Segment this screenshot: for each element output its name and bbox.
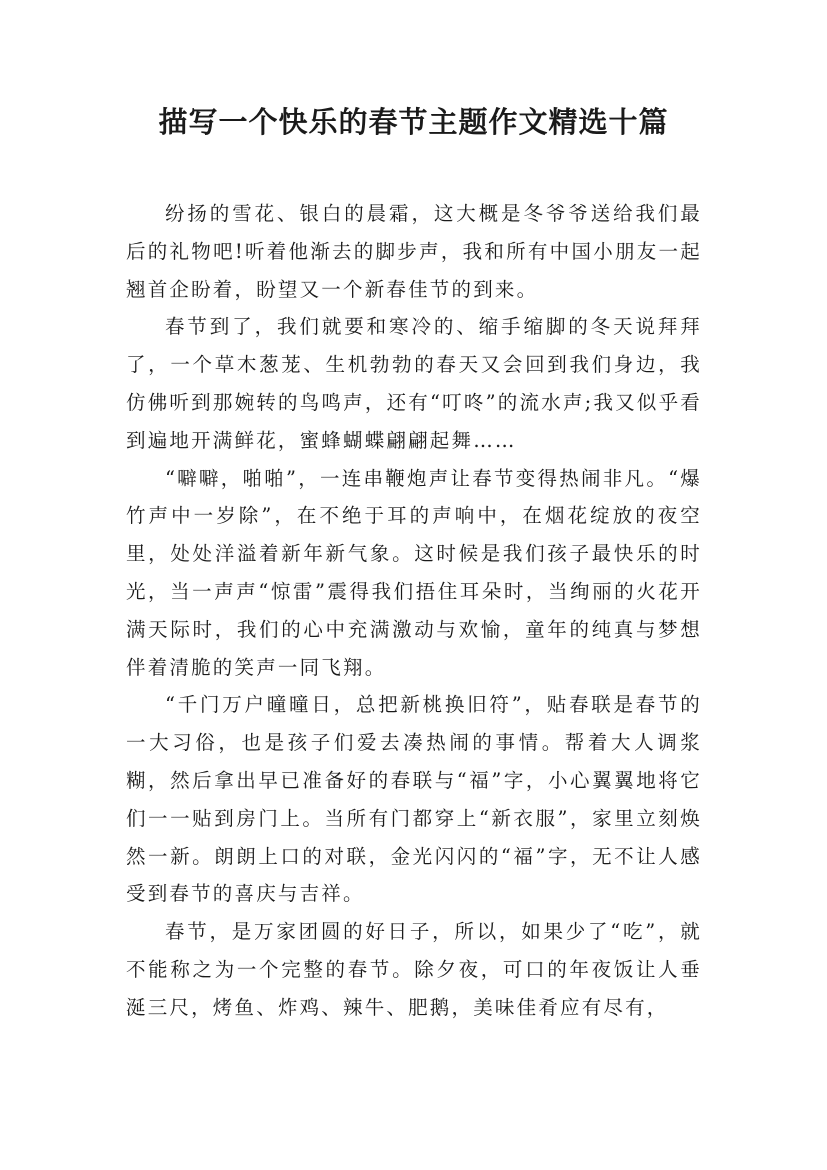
paragraph-2: 春节到了，我们就要和寒冷的、缩手缩脚的冬天说拜拜了，一个草木葱茏、生机勃勃的春天又会回到我们身边，我仿佛听到那婉转的鸟鸣声，还有“叮咚”的流水声;我又似乎看到遍地开满鲜花，蜜蜂蝴蝶翩翩起舞…… [126, 315, 702, 452]
document-body [126, 195, 702, 1027]
paragraph-3: “噼噼，啪啪”，一连串鞭炮声让春节变得热闹非凡。“爆竹声中一岁除”，在不绝于耳的声响中，在烟花绽放的夜空里，处处洋溢着新年新气象。这时候是我们孩子最快乐的时光，当一声声“惊雷”震得我们捂住耳朵时，当绚丽的火花开满天际时，我们的心中充满激动与欢愉，童年的纯真与梦想伴着清脆的笑声一同飞翔。 [126, 466, 702, 679]
paragraph-5: 春节，是万家团圆的好日子，所以，如果少了“吃”，就不能称之为一个完整的春节。除夕夜，可口的年夜饭让人垂涎三尺，烤鱼、炸鸡、辣牛、肥鹅，美味佳肴应有尽有， [126, 920, 702, 1019]
document-title: 描写一个快乐的春节主题作文精选十篇 [158, 105, 669, 139]
paragraph-4: “千门万户曈曈日，总把新桃换旧符”，贴春联是春节的一大习俗，也是孩子们爱去凑热闹的事情。帮着大人调浆糊，然后拿出早已准备好的春联与“福”字，小心翼翼地将它们一一贴到房门上。当所有门都穿上“新衣服”，家里立刻焕然一新。朗朗上口的对联，金光闪闪的“福”字，无不让人感受到春节的喜庆与吉祥。 [126, 693, 702, 906]
paragraph-1: 纷扬的雪花、银白的晨霜，这大概是冬爷爷送给我们最后的礼物吧!听着他渐去的脚步声，我和所有中国小朋友一起翘首企盼着，盼望又一个新春佳节的到来。 [126, 202, 702, 301]
